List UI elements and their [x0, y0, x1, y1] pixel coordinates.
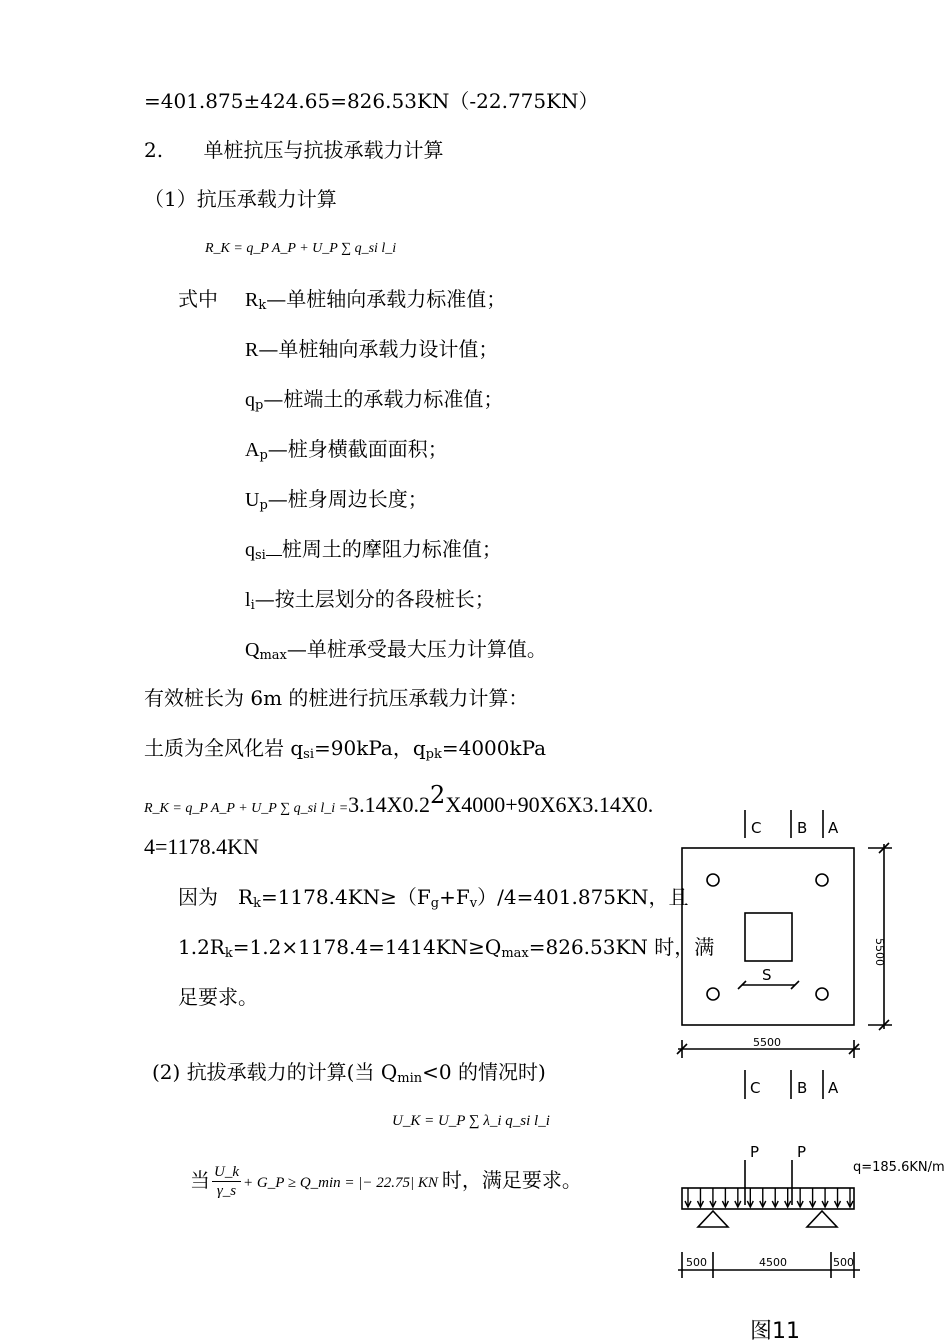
paragraph-soil: [144, 735, 546, 761]
condition-formula: + G_P ≥ Q_min = |− 22.75| KN: [243, 1175, 438, 1191]
load-arrow-head: [722, 1201, 728, 1207]
label-b-bottom: B: [797, 1079, 808, 1097]
check-text-c: +F: [439, 885, 470, 909]
calculation-result: 4=1178.4KN: [144, 834, 259, 859]
load-arrow-head: [847, 1201, 853, 1207]
condition-suffix: 时，满足要求。: [441, 1168, 582, 1192]
definition-symbol: l: [245, 589, 251, 611]
fraction-numerator: U_k: [214, 1164, 239, 1180]
paragraph-effective-length: 有效桩长为 6m 的桩进行抗压承载力计算：: [144, 686, 529, 710]
pile-circle: [707, 988, 719, 1000]
load-arrow-head: [710, 1201, 716, 1207]
pile-circle: [707, 874, 719, 886]
definition-symbol: U: [245, 489, 260, 511]
definition-text: —按土层划分的各段桩长；: [254, 587, 495, 611]
label-c-top: C: [751, 819, 762, 837]
label-b-top: B: [797, 819, 808, 837]
dim-label-right: 5500: [873, 938, 886, 966]
uplift-sub-min: min: [397, 1071, 423, 1086]
load-arrow-head: [772, 1201, 778, 1207]
definition-subscript: si: [255, 548, 266, 563]
cond-sub-k: k: [224, 946, 233, 961]
definition-item: [245, 636, 547, 663]
dim-label-4500: 4500: [759, 1256, 787, 1269]
load-arrow-head: [747, 1201, 753, 1207]
definition-text: —单桩承受最大压力计算值。: [286, 637, 547, 661]
condition-prefix: 当: [190, 1168, 210, 1192]
figure-caption: 图11: [750, 1319, 800, 1344]
load-arrow-head: [810, 1201, 816, 1207]
support-triangle: [698, 1211, 728, 1227]
spacing-label: S: [762, 966, 772, 984]
subheading-compression: （1）抗压承载力计算: [144, 187, 337, 211]
definition-symbol: q: [245, 539, 255, 561]
fraction: [212, 1163, 241, 1200]
distributed-load-arrows: [685, 1188, 853, 1207]
section-title: 单桩抗压与抗拔承载力计算: [203, 138, 444, 162]
definition-text: 桩周土的摩阻力标准值；: [281, 537, 502, 561]
definition-item: [245, 586, 495, 613]
soil-text-3: =4000kPa: [441, 736, 547, 760]
formula-uk: U_K = U_P ∑ λ_i q_si l_i: [392, 1113, 550, 1129]
point-load-label: P: [750, 1143, 760, 1161]
definition-item: [245, 386, 503, 413]
section-number: 2.: [144, 138, 164, 162]
definition-item: [245, 536, 502, 563]
label-a-top: A: [828, 819, 839, 837]
definition-item: [245, 436, 448, 463]
uplift-condition: [190, 1158, 582, 1205]
soil-text: 土质为全风化岩 q: [144, 736, 304, 760]
uplift-text-a: (2) 抗拔承载力的计算(当 Q: [152, 1060, 398, 1084]
check-line-3: 足要求。: [178, 985, 258, 1009]
beam-rect: [682, 1188, 854, 1209]
load-arrow-head: [760, 1201, 766, 1207]
column-square: [745, 913, 792, 961]
definition-subscript: max: [259, 648, 287, 663]
calc-part-a: 3.14X0.2: [348, 792, 431, 817]
line-result: =401.875±424.65=826.53KN（-22.775KN）: [144, 89, 599, 113]
load-arrow-head: [797, 1201, 803, 1207]
check-line-1: [178, 884, 688, 910]
definition-text: —桩身周边长度；: [267, 487, 428, 511]
definition-subscript: k: [258, 298, 267, 313]
section-heading-2: [144, 137, 443, 163]
soil-text-2: =90kPa，q: [314, 736, 426, 760]
definition-subscript: p: [255, 398, 264, 413]
definition-text: —桩端土的承载力标准值；: [263, 387, 504, 411]
pile-circle: [816, 988, 828, 1000]
definition-symbol: R: [245, 289, 259, 311]
check-text-a: 因为 R: [178, 885, 254, 909]
load-arrow-head: [822, 1201, 828, 1207]
check-sub-v: v: [469, 896, 478, 911]
definition-symbol: A: [245, 439, 260, 461]
formula-rk: R_K = q_P A_P + U_P ∑ q_si l_i: [205, 241, 397, 256]
load-label: q=185.6KN/m: [853, 1160, 945, 1175]
cond-text-b: =1.2×1178.4=1414KN≥Q: [232, 935, 502, 959]
definition-text: —单桩轴向承载力标准值；: [266, 287, 507, 311]
subheading-uplift: [152, 1059, 546, 1085]
calc-part-b: X4000+90X6X3.14X0.: [445, 792, 654, 817]
check-text-b: =1178.4KN≥（F: [260, 885, 431, 909]
definition-dash: [266, 545, 282, 556]
dim-label-bottom: 5500: [753, 1036, 781, 1049]
cond-text-c: =826.53KN 时，满: [528, 935, 715, 959]
soil-sub-pk: pk: [425, 747, 442, 762]
label-c-bottom: C: [750, 1079, 761, 1097]
load-arrow-head: [685, 1201, 691, 1207]
label-a-bottom: A: [828, 1079, 839, 1097]
definition-item: [245, 486, 428, 513]
pile-circle: [816, 874, 828, 886]
cond-text-a: 1.2R: [178, 935, 225, 959]
uplift-text-b: <0 的情况时): [422, 1060, 546, 1084]
definitions-prefix: 式中: [178, 287, 218, 311]
load-arrow-head: [697, 1201, 703, 1207]
fraction-denominator: γ_s: [216, 1183, 237, 1199]
check-text-d: ）/4=401.875KN，且: [477, 885, 689, 909]
support-triangle: [807, 1211, 837, 1227]
dim-label-500-left: 500: [686, 1256, 707, 1269]
cond-sub-max: max: [501, 946, 529, 961]
dim-label-500-right: 500: [833, 1256, 854, 1269]
load-arrow-head: [835, 1201, 841, 1207]
definition-subscript: p: [259, 498, 268, 513]
definition-symbol: q: [245, 389, 255, 411]
definition-subscript: i: [250, 598, 255, 613]
calc-superscript: 2: [430, 781, 446, 809]
definition-text: —桩身横截面面积；: [267, 437, 448, 461]
calculation-line: [144, 781, 654, 822]
check-sub-g: g: [430, 896, 440, 911]
load-arrow-head: [785, 1201, 791, 1207]
definition-symbol: R: [245, 339, 259, 361]
definition-item: [245, 286, 506, 313]
calc-formula: R_K = q_P A_P + U_P ∑ q_si l_i =: [144, 801, 349, 816]
point-load-label: P: [797, 1143, 807, 1161]
soil-sub-si: si: [303, 747, 315, 762]
definition-symbol: Q: [245, 639, 260, 661]
check-line-2: [178, 934, 714, 960]
check-sub-k: k: [253, 896, 261, 911]
definition-subscript: p: [259, 448, 268, 463]
definition-text: —单桩轴向承载力设计值；: [258, 337, 499, 361]
load-arrow-head: [735, 1201, 741, 1207]
definition-item: [245, 336, 498, 363]
